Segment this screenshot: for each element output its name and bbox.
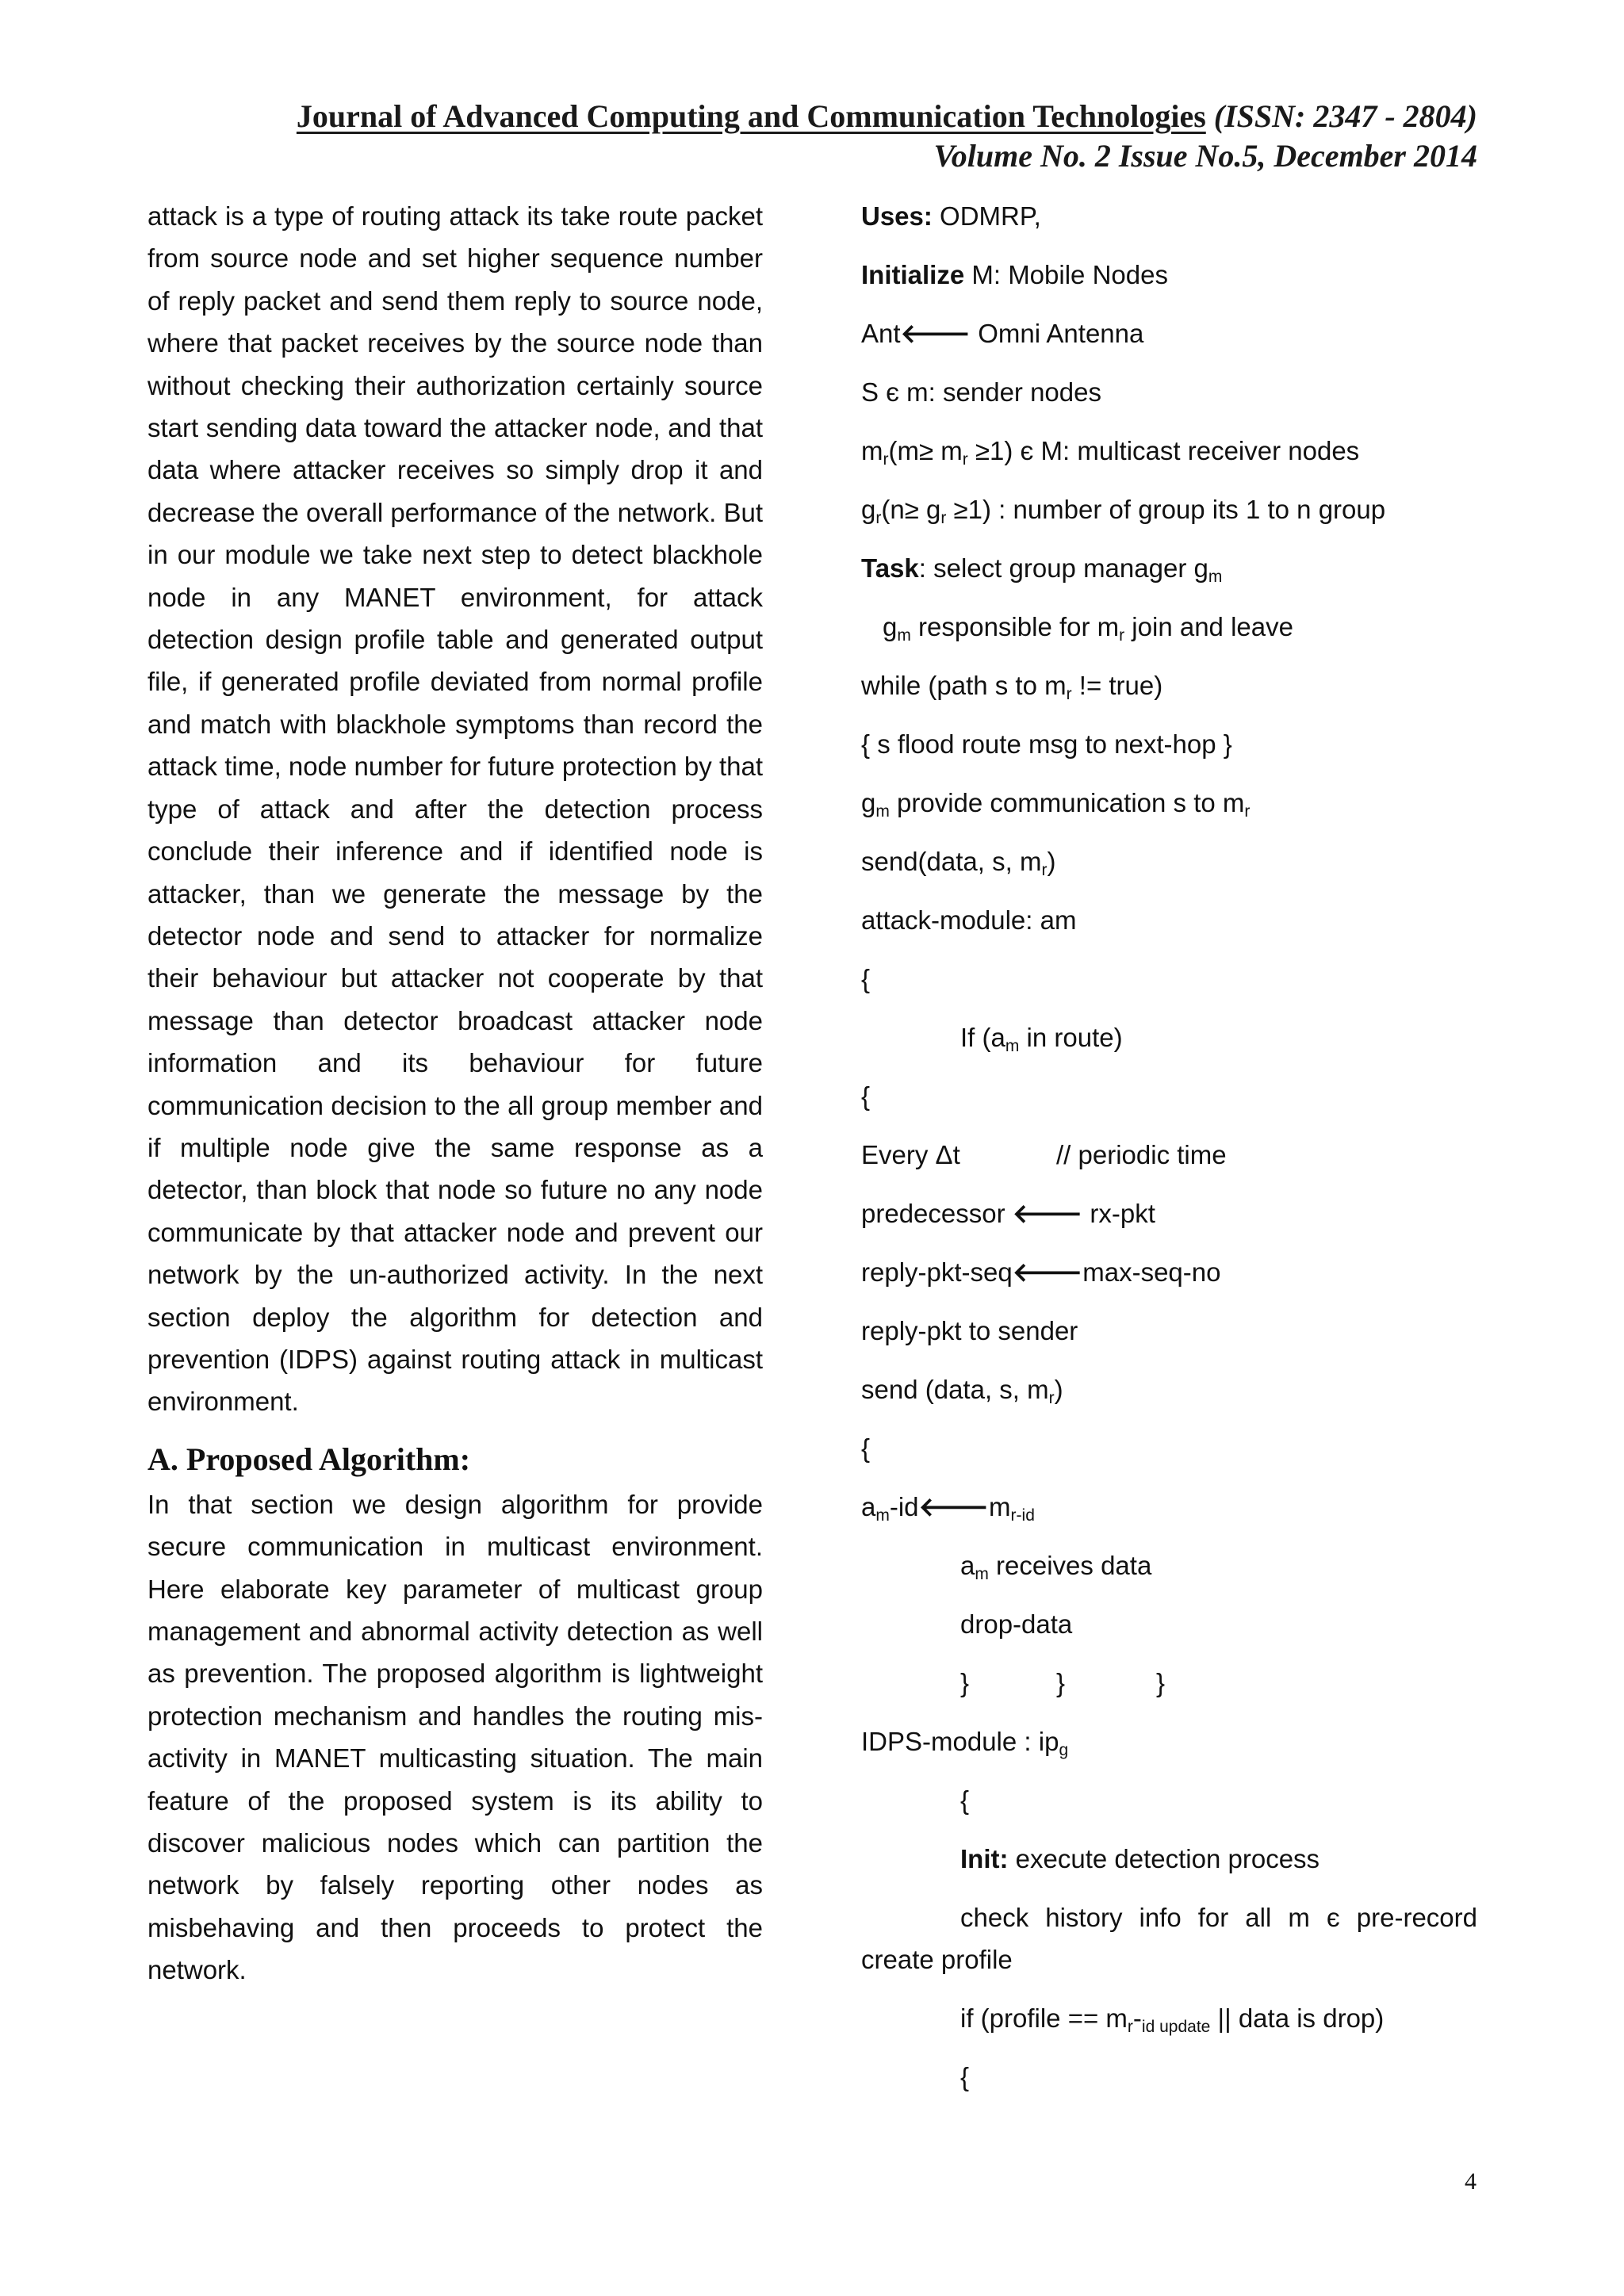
algo-send: send(data, s, $m_r$) <box>861 847 1056 879</box>
algo-send-2: send (data, s, $m_r$) <box>861 1375 1063 1407</box>
algo-receivers: $m_r(m\ge m_r \ge 1)$ є M: multicast receiver nodes <box>861 436 1360 469</box>
algo-reply-seq: reply-pkt-seq🡐max-seq-no <box>861 1257 1221 1287</box>
left-column <box>147 195 763 1992</box>
algorithm-listing <box>861 195 1477 2114</box>
algo-if-route: If ($a_m$ in route) <box>960 1023 1123 1055</box>
left-arrow-icon: 🡐 <box>1012 1257 1083 1287</box>
algo-brace: { <box>861 1081 871 1111</box>
algo-brace: { <box>861 1433 871 1463</box>
algo-initialize: Initialize M: Mobile Nodes <box>861 260 1168 289</box>
algo-groups: $g_r(n\ge g_r \ge 1)$ : number of group its 1 to n group <box>861 495 1386 527</box>
section-heading: A. Proposed Algorithm: <box>147 1441 471 1477</box>
left-arrow-icon: 🡐 <box>900 319 971 348</box>
algo-manager-responsibility: $g_m$ responsible for $m_r$ join and leave <box>883 612 1293 645</box>
algo-check-history: check history info for all m є pre-record create profile <box>861 1903 1477 1974</box>
header-line-1 <box>297 97 1477 136</box>
algo-reply-sender: reply-pkt to sender <box>861 1316 1078 1345</box>
algo-receives: $a_m$ receives data <box>960 1551 1152 1583</box>
body-paragraph-2: In that section we design algorithm for provide secure communication in multicast environment. Here elaborate key parameter of multicast group management and abnormal activity detection as well as prevention. The proposed algorithm is lightweight protection mechanism and handles the routing mis-activity in MANET multicasting situation. The main feature of the proposed system is its ability to discover malicious nodes which can partition the network by falsely reporting other nodes as misbehaving and then proceeds to protect the network. <box>147 1489 763 1985</box>
algo-comment: // periodic time <box>1056 1140 1227 1169</box>
algo-brace: { <box>861 964 871 993</box>
journal-title: Journal of Advanced Computing and Communication Technologies <box>296 98 1206 134</box>
algo-predecessor: predecessor 🡐 rx-pkt <box>861 1199 1155 1228</box>
body-paragraph-1: attack is a type of routing attack its take route packet from source node and set higher sequence number of reply packet and send them reply to source node, where that packet receives by the source node than without checking their authorization certainly source start sending data toward the attacker node, and that data where attacker receives so simply drop it and decrease the overall performance of the network. But in our module we take next step to detect blackhole node in any MANET environment, for attack detection design profile table and generated output file, if generated profile deviated from normal profile and match with blackhole symptoms than record the attack time, node number for future protection by that type of attack and after the detection process conclude their inference and if identified node is attacker, than we generate the message by the detector node and send to attacker for normalize their behaviour but attacker not cooperate by that message than detector broadcast attacker node information and its behaviour for future communication decision to the all group member and if multiple node give the same response as a detector, than block that node so future no any node communicate by that attacker node and prevent our network by the un-authorized activity. In the next section deploy the algorithm for detection and prevention (IDPS) against routing attack in multicast environment. <box>147 201 763 1417</box>
algo-uses: Uses: ODMRP, <box>861 201 1041 231</box>
algo-every: Every Δt // periodic time <box>861 1134 1477 1192</box>
algo-brace: { <box>960 1785 970 1815</box>
algo-provide: $g_m$ provide communication s to $m_r$ <box>861 788 1251 821</box>
algo-flood: { s flood route msg to next-hop } <box>861 729 1232 759</box>
algo-drop: drop-data <box>960 1609 1073 1639</box>
algo-while: while (path s to $m_r$ != true) <box>861 671 1163 703</box>
algo-idps-module: IDPS-module : $ip_g$ <box>861 1727 1069 1759</box>
volume-issue: Volume No. 2 Issue No.5, December 2014 <box>933 138 1477 174</box>
algo-attack-module: attack-module: am <box>861 905 1077 935</box>
algo-am-id: $a_m-id🡐m_{r-id}$ <box>861 1492 1035 1525</box>
algo-close-braces: } } } <box>960 1668 1166 1697</box>
algo-antenna: Ant🡐 Omni Antenna <box>861 319 1144 348</box>
journal-header <box>297 97 1477 176</box>
left-arrow-icon: 🡐 <box>918 1492 990 1521</box>
issn: (ISSN: 2347 - 2804) <box>1213 98 1477 134</box>
algo-task: Task: select group manager $g_m$ <box>861 553 1223 586</box>
algo-if-profile: if (profile == $m_r-_{id update}$ || data is drop) <box>960 2003 1385 2036</box>
page-number: 4 <box>1465 2168 1477 2195</box>
algo-sender: S є m: sender nodes <box>861 377 1101 407</box>
left-arrow-icon: 🡐 <box>1012 1199 1083 1228</box>
algo-init-detection: Init: execute detection process <box>960 1844 1320 1873</box>
algo-brace: { <box>960 2062 970 2091</box>
